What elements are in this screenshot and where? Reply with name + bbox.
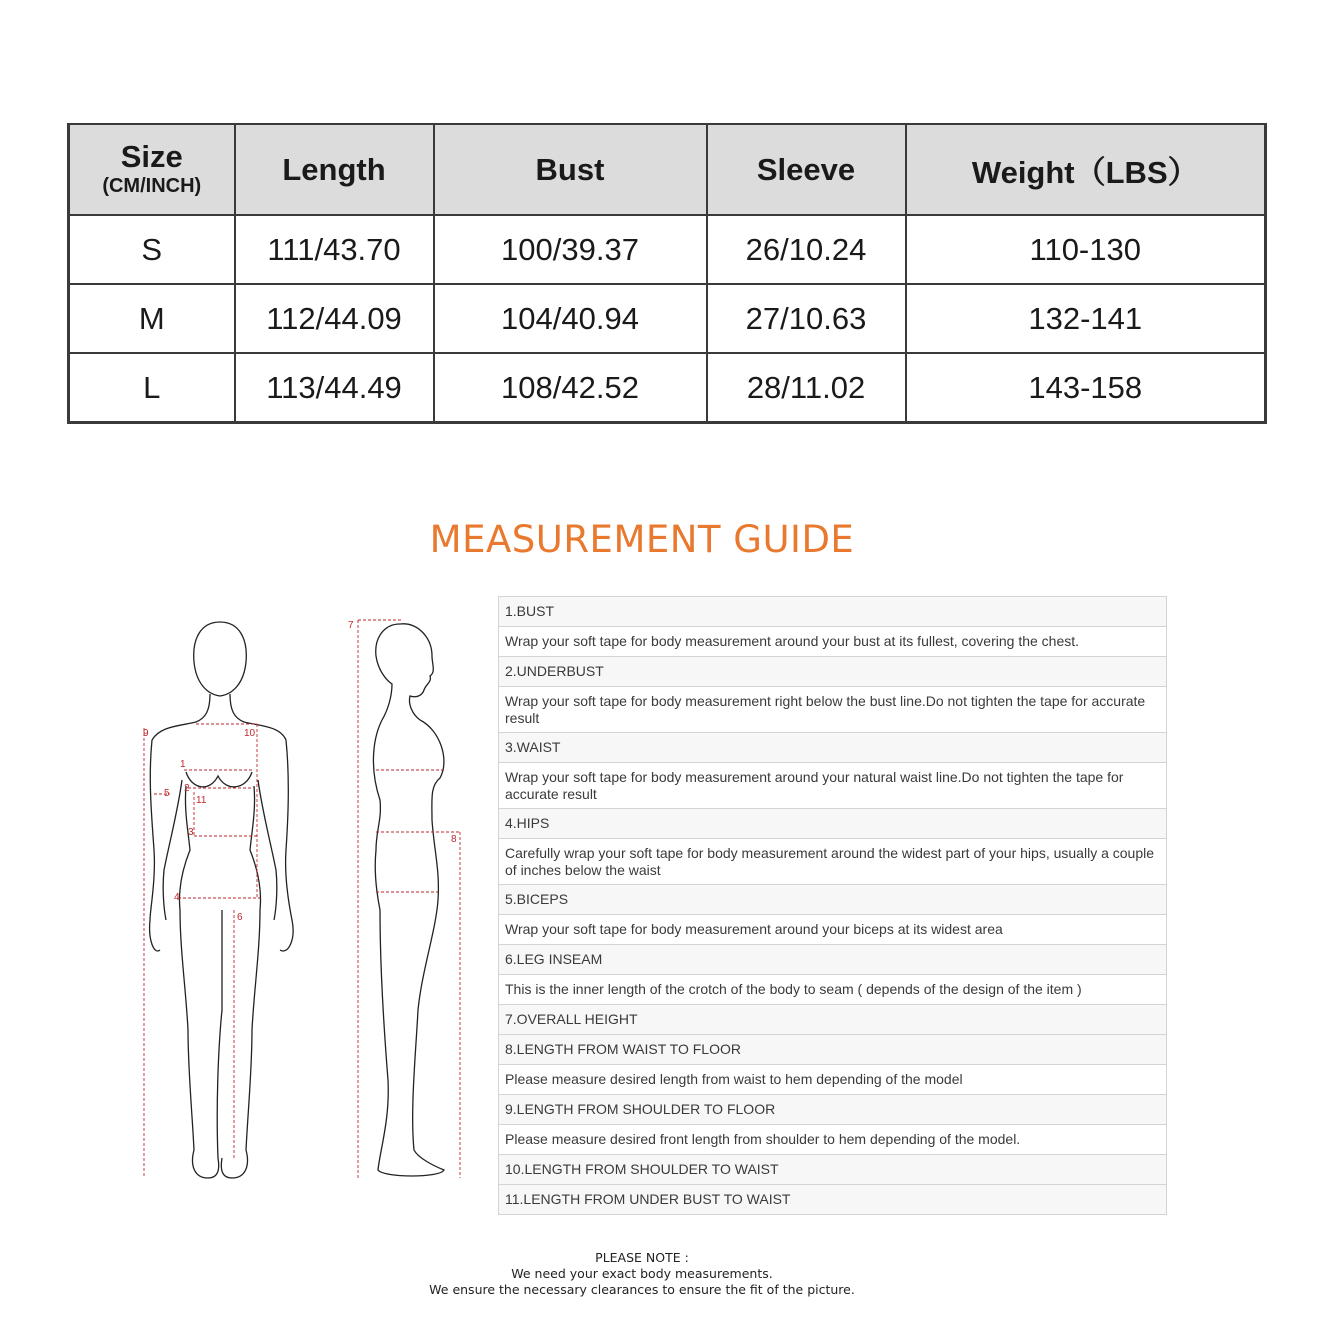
guide-item-title: 10.LENGTH FROM SHOULDER TO WAIST: [499, 1155, 1166, 1185]
front-body-outline: [130, 610, 310, 1190]
measure-mark-9: 9: [143, 728, 149, 739]
cell-weight: 132-141: [906, 284, 1266, 353]
measurement-guide-title: MEASUREMENT GUIDE: [429, 518, 855, 561]
header-length: Length: [235, 124, 434, 215]
cell-length: 112/44.09: [235, 284, 434, 353]
header-size: [69, 124, 235, 215]
header-bust: Bust: [434, 124, 707, 215]
measure-mark-8: 8: [451, 834, 457, 845]
guide-item-title: 5.BICEPS: [499, 885, 1166, 915]
cell-length: 111/43.70: [235, 215, 434, 284]
header-sleeve: Sleeve: [707, 124, 906, 215]
header-size-label: Size: [120, 138, 183, 174]
size-chart-table: [67, 123, 1267, 424]
guide-item-description: Wrap your soft tape for body measurement around your bust at its fullest, covering the chest.: [499, 627, 1166, 657]
measure-mark-10: 10: [244, 728, 256, 739]
cell-sleeve: 28/11.02: [707, 353, 906, 423]
cell-bust: 104/40.94: [434, 284, 707, 353]
side-body-outline: [340, 610, 480, 1190]
cell-weight: 143-158: [906, 353, 1266, 423]
guide-item-description: Wrap your soft tape for body measurement around your natural waist line.Do not tighten the tape for accurate result: [499, 763, 1166, 809]
front-body-figure: [130, 610, 310, 1190]
cell-sleeve: 26/10.24: [707, 215, 906, 284]
cell-sleeve: 27/10.63: [707, 284, 906, 353]
cell-bust: 108/42.52: [434, 353, 707, 423]
please-note: [0, 1250, 1284, 1298]
measure-mark-2: 2: [184, 783, 190, 794]
header-weight: Weight（LBS）: [906, 124, 1266, 215]
size-chart-header-row: [69, 124, 1266, 215]
cell-length: 113/44.49: [235, 353, 434, 423]
guide-item-description: Please measure desired front length from shoulder to hem depending of the model.: [499, 1125, 1166, 1155]
guide-item-description: Wrap your soft tape for body measurement around your biceps at its widest area: [499, 915, 1166, 945]
guide-item-title: 6.LEG INSEAM: [499, 945, 1166, 975]
guide-item-description: Please measure desired length from waist to hem depending of the model: [499, 1065, 1166, 1095]
size-row: [69, 353, 1266, 423]
guide-item-title: 7.OVERALL HEIGHT: [499, 1005, 1166, 1035]
guide-item-description: Carefully wrap your soft tape for body measurement around the widest part of your hips, usually a couple of inches below the waist: [499, 839, 1166, 885]
note-line-exact: We need your exact body measurements.: [511, 1266, 773, 1281]
cell-size: S: [69, 215, 235, 284]
guide-item-title: 4.HIPS: [499, 809, 1166, 839]
note-title: PLEASE NOTE :: [595, 1250, 689, 1265]
guide-item-title: 1.BUST: [499, 597, 1166, 627]
measure-mark-6: 6: [237, 912, 243, 923]
measurement-guide-list: [498, 596, 1167, 1215]
guide-item-title: 9.LENGTH FROM SHOULDER TO FLOOR: [499, 1095, 1166, 1125]
note-line-clearances: We ensure the necessary clearances to ensure the fit of the picture.: [429, 1282, 855, 1297]
guide-item-title: 11.LENGTH FROM UNDER BUST TO WAIST: [499, 1185, 1166, 1214]
measure-mark-3: 3: [188, 827, 194, 838]
measure-mark-1: 1: [180, 759, 186, 770]
size-row: [69, 284, 1266, 353]
measure-mark-7: 7: [348, 620, 354, 631]
cell-size: L: [69, 353, 235, 423]
guide-item-description: This is the inner length of the crotch of the body to seam ( depends of the design of the item ): [499, 975, 1166, 1005]
guide-item-title: 2.UNDERBUST: [499, 657, 1166, 687]
header-size-unit: (CM/INCH): [102, 174, 202, 197]
measure-mark-11: 11: [196, 795, 207, 806]
measure-mark-5: 5: [164, 788, 170, 799]
guide-item-title: 8.LENGTH FROM WAIST TO FLOOR: [499, 1035, 1166, 1065]
size-row: [69, 215, 1266, 284]
cell-bust: 100/39.37: [434, 215, 707, 284]
guide-item-description: Wrap your soft tape for body measurement right below the bust line.Do not tighten the tape for accurate result: [499, 687, 1166, 733]
cell-size: M: [69, 284, 235, 353]
measure-mark-4: 4: [174, 892, 180, 903]
guide-item-title: 3.WAIST: [499, 733, 1166, 763]
side-body-figure: [340, 610, 480, 1190]
cell-weight: 110-130: [906, 215, 1266, 284]
